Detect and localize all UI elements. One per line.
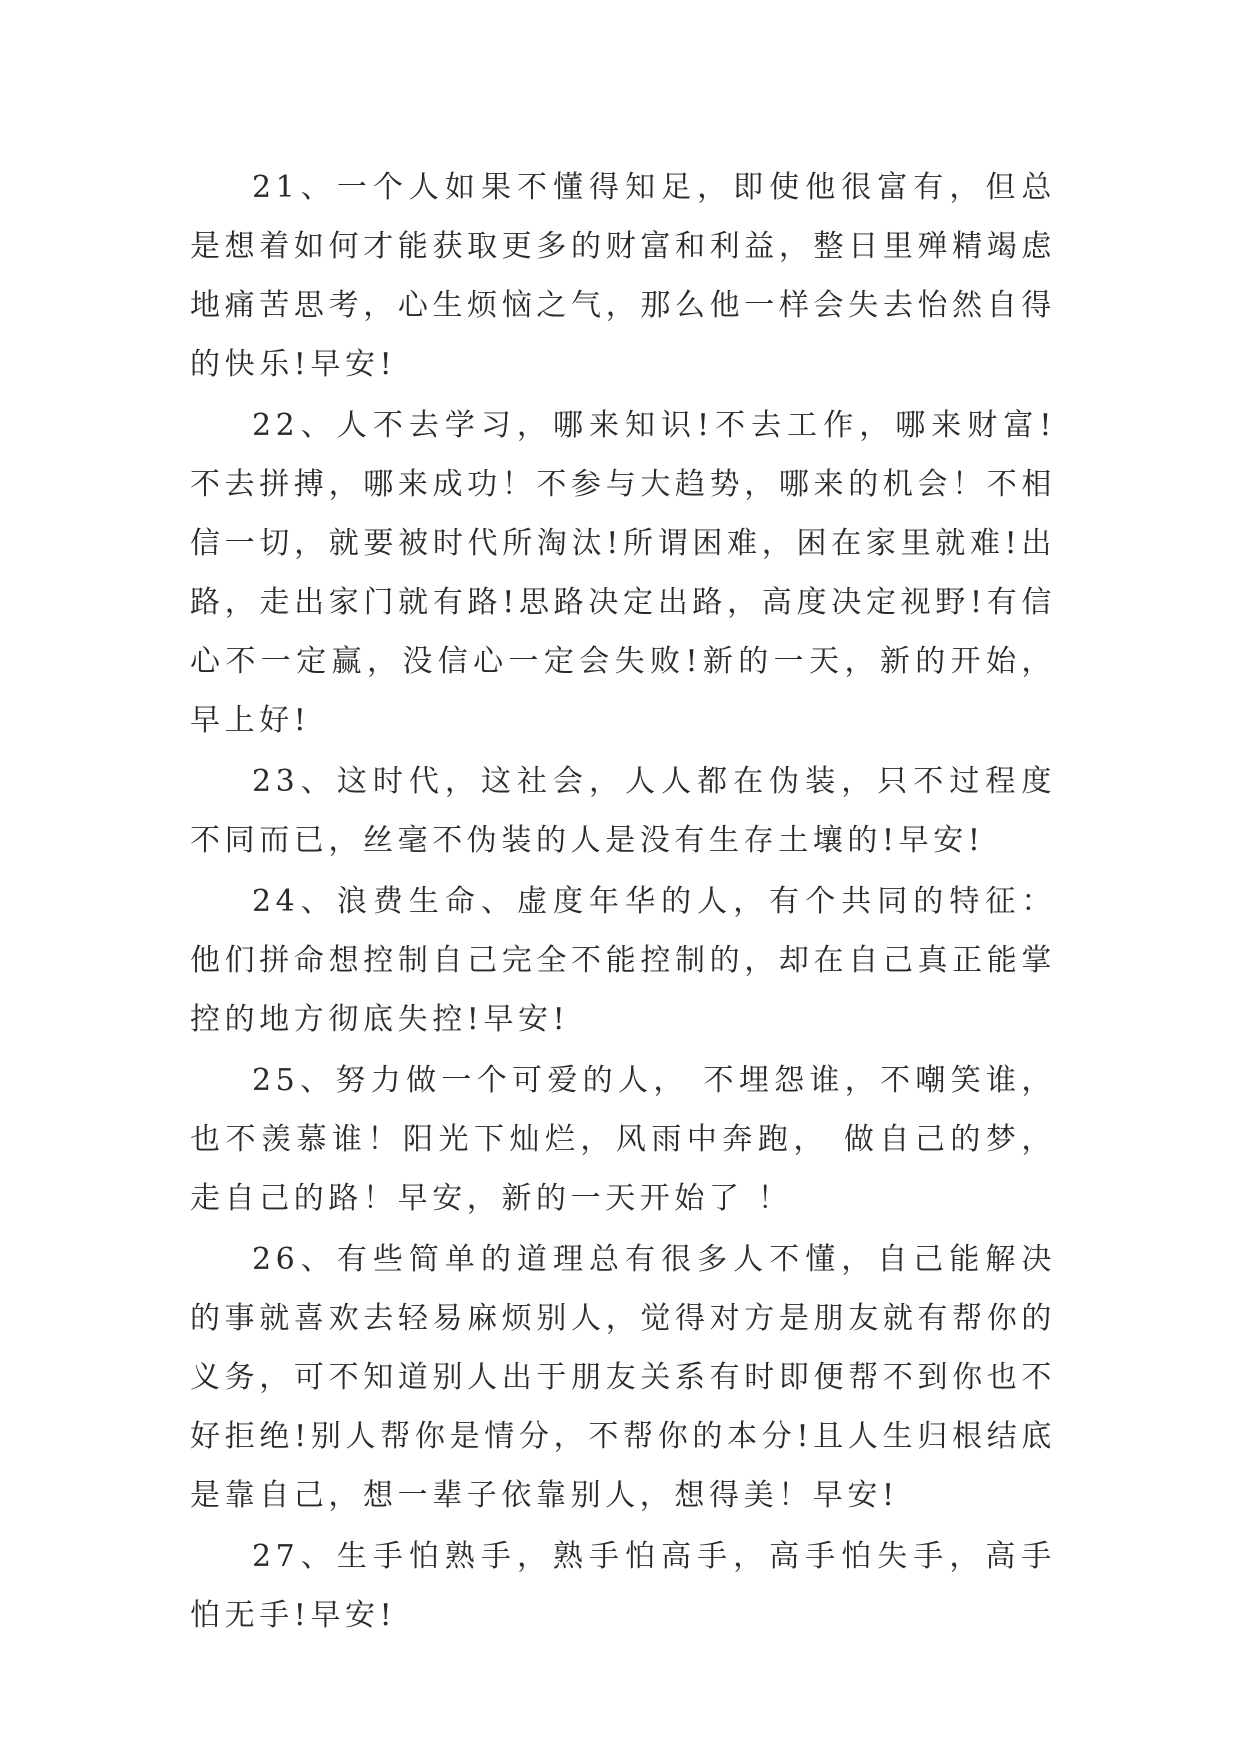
paragraph-26: 26、有些简单的道理总有很多人不懂，自己能解决的事就喜欢去轻易麻烦别人，觉得对方是朋友就有帮你的义务，可不知道别人出于朋友关系有时即便帮不到你也不好拒绝!别人帮你是情分，不帮你的本分!且人生归根结底是靠自己，想一辈子依靠别人，想得美！早安! xyxy=(190,1242,1056,1513)
paragraph-22: 22、人不去学习，哪来知识!不去工作，哪来财富!不去拼搏，哪来成功！不参与大趋势，哪来的机会！不相信一切，就要被时代所淘汰!所谓困难，困在家里就难!出路，走出家门就有路!思路决定出路，高度决定视野!有信心不一定赢，没信心一定会失败!新的一天，新的开始，早上好! xyxy=(190,408,1056,738)
paragraph-25: 25、努力做一个可爱的人， 不埋怨谁，不嘲笑谁，也不羡慕谁！阳光下灿烂，风雨中奔跑， 做自己的梦，走自己的路！早安，新的一天开始了 ！ xyxy=(190,1063,1056,1216)
document-body xyxy=(190,158,1056,1647)
paragraph-21: 21、一个人如果不懂得知足，即使他很富有，但总是想着如何才能获取更多的财富和利益，整日里殚精竭虑地痛苦思考，心生烦恼之气，那么他一样会失去怡然自得的快乐!早安! xyxy=(190,170,1056,382)
paragraph-27: 27、生手怕熟手，熟手怕高手，高手怕失手，高手怕无手!早安! xyxy=(190,1539,1056,1633)
paragraph-24: 24、浪费生命、虚度年华的人，有个共同的特征：他们拼命想控制自己完全不能控制的，却在自己真正能掌控的地方彻底失控!早安! xyxy=(190,884,1056,1037)
paragraph-23: 23、这时代，这社会，人人都在伪装，只不过程度不同而已，丝毫不伪装的人是没有生存土壤的!早安! xyxy=(190,764,1056,858)
